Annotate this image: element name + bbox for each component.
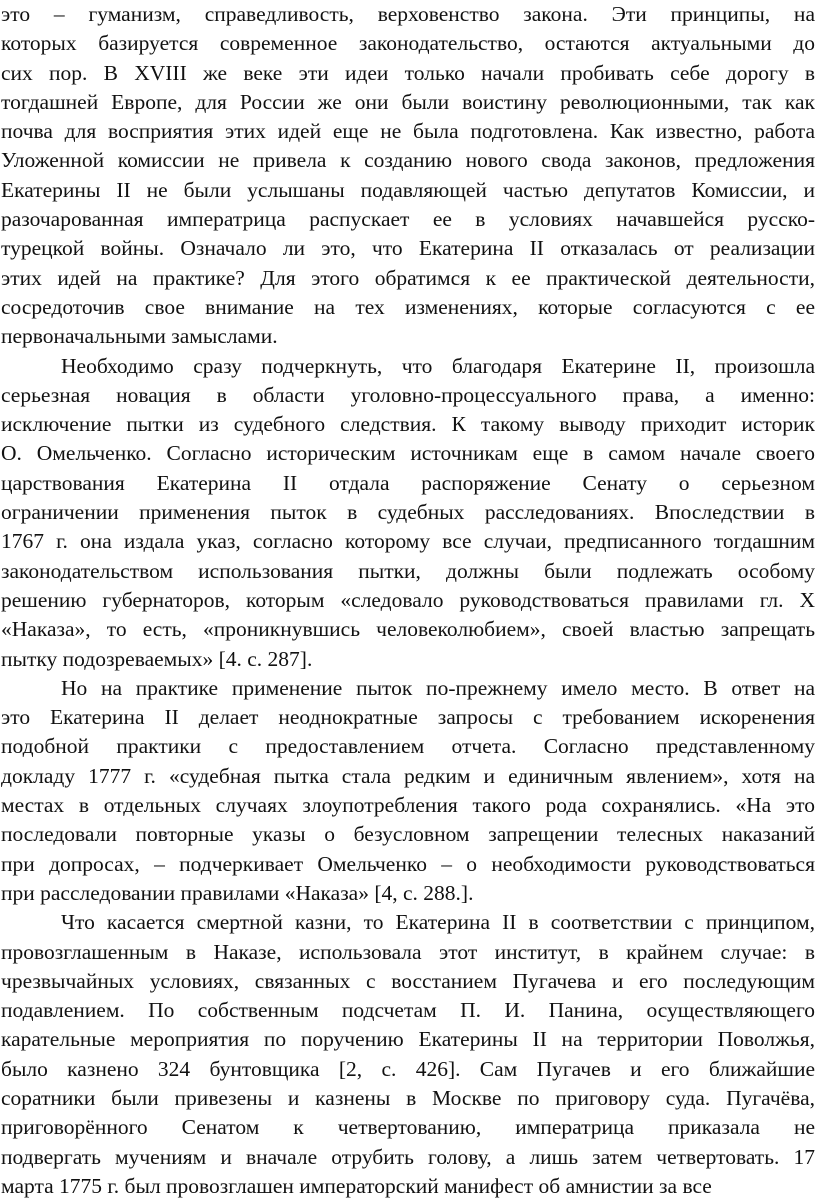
text-line: подавлением. По собственным подсчетам П. И. Панина, осуществляющего bbox=[1, 998, 815, 1023]
text-line: последовали повторные указы о безусловном запрещении телесных наказаний bbox=[1, 822, 815, 847]
text-line: «Наказа», то есть, «проникнувшись человеколюбием», своей властью запрещать bbox=[1, 617, 815, 642]
text-line: сих пор. В XVIII же веке эти идеи только начали пробивать себе дорогу в bbox=[1, 60, 815, 85]
text-line: приговорённого Сенатом к четвертованию, императрица приказала не bbox=[1, 1115, 815, 1140]
text-line: местах в отдельных случаях злоупотребления такого рода сохранялись. «На это bbox=[1, 793, 815, 818]
paragraph-2 bbox=[1, 352, 815, 674]
text-line: царствования Екатерина II отдала распоряжение Сенату о серьезном bbox=[1, 470, 815, 495]
text-line: соратники были привезены и казнены в Москве по приговору суда. Пугачёва, bbox=[1, 1085, 815, 1110]
text-line: которых базируется современное законодательство, остаются актуальными до bbox=[1, 31, 815, 56]
text-line: тогдашней Европе, для России же они были воистину революционными, так как bbox=[1, 89, 815, 114]
text-line: подобной практики с предоставлением отчета. Согласно представленному bbox=[1, 734, 815, 759]
text-line: это Екатерина II делает неоднократные запросы с требованием искоренения bbox=[1, 705, 815, 730]
text-line: Что касается смертной казни, то Екатерина II в соответствии с принципом, bbox=[61, 910, 815, 935]
paragraph-1 bbox=[1, 0, 815, 352]
text-line: разочарованная императрица распускает ее в условиях начавшейся русско- bbox=[1, 207, 815, 232]
text-line: законодательством использования пытки, должны были подлежать особому bbox=[1, 558, 815, 583]
text-line: решению губернаторов, которым «следовало руководствоваться правилами гл. X bbox=[1, 587, 815, 612]
text-line: 1767 г. она издала указ, согласно которому все случаи, предписанного тогдашним bbox=[1, 529, 815, 554]
text-line: Но на практике применение пыток по-прежнему имело место. В ответ на bbox=[61, 675, 815, 700]
text-line: при допросах, – подчеркивает Омельченко – о необходимости руководствоваться bbox=[1, 851, 815, 876]
text-line: ограничении применения пыток в судебных расследованиях. Впоследствии в bbox=[1, 500, 815, 525]
text-line: карательные мероприятия по поручению Екатерины II на территории Поволжья, bbox=[1, 1027, 815, 1052]
text-line: О. Омельченко. Согласно историческим источникам еще в самом начале своего bbox=[1, 441, 815, 466]
text-line: серьезная новация в области уголовно-процессуального права, а именно: bbox=[1, 382, 815, 407]
text-line: сосредоточив свое внимание на тех изменениях, которые согласуются с ее bbox=[1, 294, 815, 319]
text-line: было казнено 324 бунтовщика [2, с. 426]. Сам Пугачев и его ближайшие bbox=[1, 1056, 815, 1081]
text-line: Екатерины II не были услышаны подавляющей частью депутатов Комиссии, и bbox=[1, 177, 815, 202]
text-line: провозглашенным в Наказе, использовала этот институт, в крайнем случае: в bbox=[1, 939, 815, 964]
text-line: этих идей на практике? Для этого обратимся к ее практической деятельности, bbox=[1, 265, 815, 290]
text-line: турецкой войны. Означало ли это, что Екатерина II отказалась от реализации bbox=[1, 236, 815, 261]
text-line: докладу 1777 г. «судебная пытка стала редким и единичным явлением», хотя на bbox=[1, 763, 815, 788]
paragraph-3 bbox=[1, 674, 815, 908]
text-line: Уложенной комиссии не привела к созданию нового свода законов, предложения bbox=[1, 148, 815, 173]
paragraph-4 bbox=[1, 908, 815, 1201]
text-line: при расследовании правилами «Наказа» [4, с. 288.]. bbox=[1, 880, 474, 905]
text-line: Необходимо сразу подчеркнуть, что благодаря Екатерине II, произошла bbox=[61, 353, 815, 378]
text-line: это – гуманизм, справедливость, верховенство закона. Эти принципы, на bbox=[1, 2, 815, 26]
text-line: марта 1775 г. был провозглашен императорский манифест об амнистии за все bbox=[1, 1173, 712, 1198]
text-line: первоначальными замыслами. bbox=[1, 324, 278, 349]
text-line: пытку подозреваемых» [4. с. 287]. bbox=[1, 646, 313, 671]
text-line: исключение пытки из судебного следствия. К такому выводу приходит историк bbox=[1, 412, 815, 437]
text-line: почва для восприятия этих идей еще не была подготовлена. Как известно, работа bbox=[1, 119, 815, 144]
text-line: подвергать мучениям и вначале отрубить голову, а лишь затем четвертовать. 17 bbox=[1, 1144, 815, 1169]
text-line: чрезвычайных условиях, связанных с восстанием Пугачева и его последующим bbox=[1, 968, 815, 993]
